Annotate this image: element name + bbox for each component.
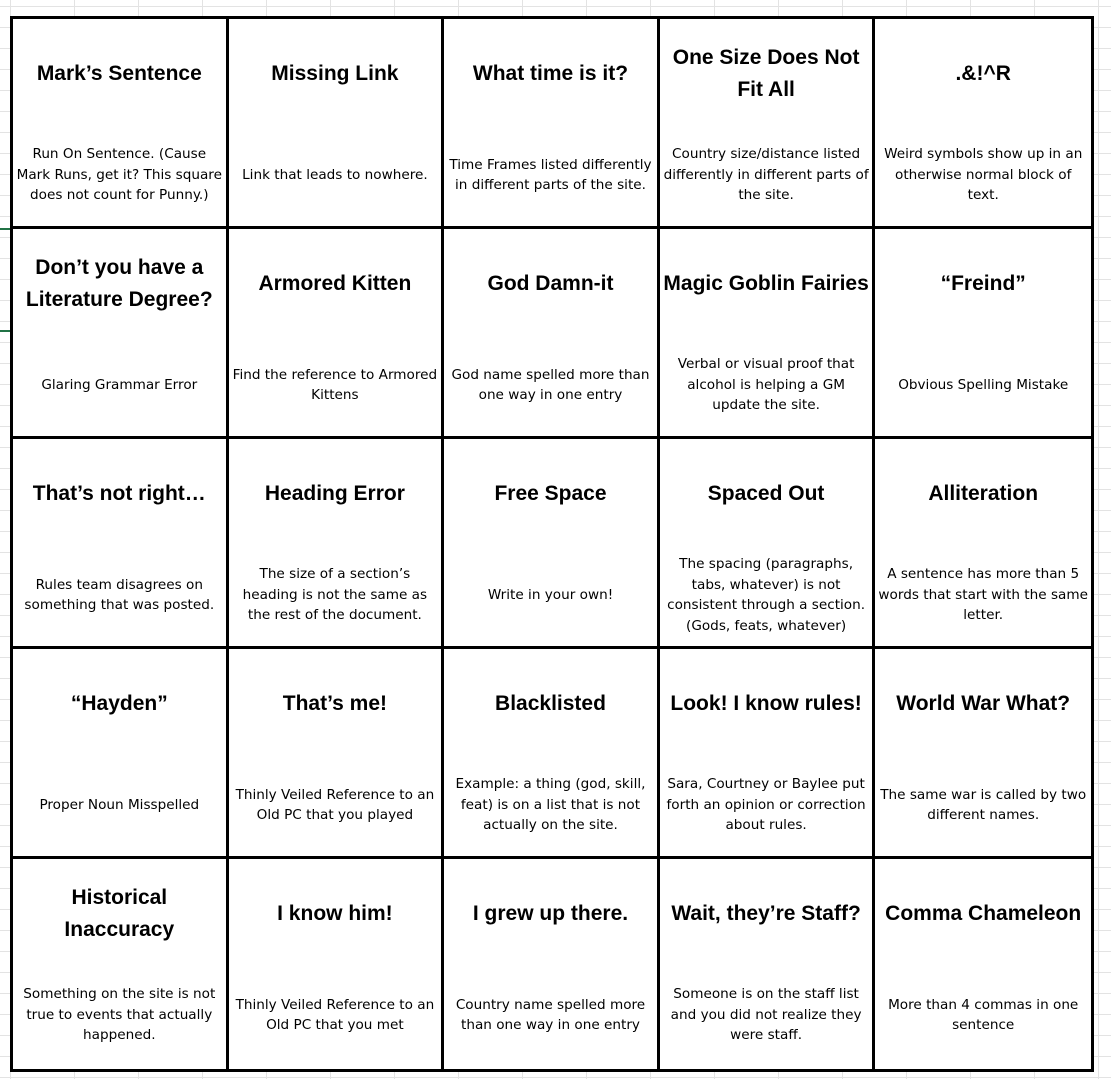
cell-title: Magic Goblin Fairies bbox=[663, 272, 869, 295]
cell-description: Thinly Veiled Reference to an Old PC that you met bbox=[235, 996, 435, 1033]
cell-description: More than 4 commas in one sentence bbox=[888, 996, 1079, 1033]
bingo-cell[interactable] bbox=[13, 19, 229, 229]
bingo-cell[interactable] bbox=[660, 649, 876, 859]
cell-title: “Freind” bbox=[940, 272, 1026, 295]
cell-title: One Size Does Not Fit All bbox=[672, 46, 860, 101]
cell-title: World War What? bbox=[896, 692, 1071, 715]
cell-description: A sentence has more than 5 words that start with the same letter. bbox=[878, 566, 1088, 624]
bingo-cell[interactable] bbox=[444, 859, 660, 1069]
cell-title: Wait, they’re Staff? bbox=[671, 902, 861, 925]
cell-description: God name spelled more than one way in one entry bbox=[451, 366, 650, 403]
cell-description: Country name spelled more than one way in one entry bbox=[455, 996, 646, 1033]
cell-title: Mark’s Sentence bbox=[36, 62, 202, 85]
bingo-cell[interactable] bbox=[444, 649, 660, 859]
cell-title: Free Space bbox=[494, 482, 607, 505]
bingo-cell[interactable] bbox=[660, 19, 876, 229]
bingo-cell[interactable] bbox=[875, 859, 1091, 1069]
cell-title: That’s me! bbox=[282, 692, 388, 715]
cell-title: Alliteration bbox=[928, 482, 1039, 505]
bingo-cell[interactable] bbox=[229, 439, 445, 649]
cell-description: Link that leads to nowhere. bbox=[242, 166, 428, 183]
cell-description: Sara, Courtney or Baylee put forth an opinion or correction about rules. bbox=[666, 776, 866, 834]
cell-description: Rules team disagrees on something that was posted. bbox=[24, 576, 215, 613]
bingo-cell[interactable] bbox=[444, 439, 660, 649]
cell-title: I know him! bbox=[277, 902, 393, 925]
cell-title: Comma Chameleon bbox=[885, 902, 1082, 925]
cell-description: The same war is called by two different names. bbox=[880, 786, 1087, 823]
cell-title: Historical Inaccuracy bbox=[64, 886, 175, 941]
cell-title: God Damn-it bbox=[487, 272, 614, 295]
cell-description: Country size/distance listed differently in different parts of the site. bbox=[663, 146, 869, 204]
cell-title: Missing Link bbox=[271, 62, 399, 85]
cell-description: Verbal or visual proof that alcohol is helping a GM update the site. bbox=[677, 356, 855, 414]
cell-description: Glaring Grammar Error bbox=[41, 376, 198, 393]
bingo-cell[interactable] bbox=[229, 229, 445, 439]
cell-description: Time Frames listed differently in different parts of the site. bbox=[449, 156, 652, 193]
bingo-cell[interactable] bbox=[13, 439, 229, 649]
cell-title: .&!^R bbox=[955, 62, 1011, 85]
cell-description: Write in your own! bbox=[487, 586, 614, 603]
cell-description: Example: a thing (god, skill, feat) is on a list that is not actually on the site. bbox=[455, 776, 646, 834]
bingo-cell[interactable] bbox=[660, 859, 876, 1069]
cell-title: Armored Kitten bbox=[258, 272, 412, 295]
cell-description: Weird symbols show up in an otherwise normal block of text. bbox=[884, 146, 1083, 204]
bingo-cell[interactable] bbox=[875, 649, 1091, 859]
bingo-cell[interactable] bbox=[660, 229, 876, 439]
cell-description: Thinly Veiled Reference to an Old PC that you played bbox=[235, 786, 435, 823]
bingo-cell[interactable] bbox=[13, 229, 229, 439]
cell-title: That’s not right… bbox=[32, 482, 206, 505]
cell-description: Something on the site is not true to events that actually happened. bbox=[23, 986, 216, 1044]
bingo-cell[interactable] bbox=[660, 439, 876, 649]
cell-title: Spaced Out bbox=[707, 482, 825, 505]
cell-title: What time is it? bbox=[472, 62, 629, 85]
cell-description: The size of a section’s heading is not the same as the rest of the document. bbox=[242, 566, 428, 624]
cell-description: Someone is on the staff list and you did not realize they were staff. bbox=[670, 986, 862, 1044]
cell-description: Run On Sentence. (Cause Mark Runs, get it? This square does not count for Punny.) bbox=[16, 146, 222, 204]
cell-title: Look! I know rules! bbox=[670, 692, 862, 715]
bingo-cell[interactable] bbox=[875, 229, 1091, 439]
cell-description: Proper Noun Misspelled bbox=[39, 796, 200, 813]
bingo-cell[interactable] bbox=[229, 649, 445, 859]
cell-title: Don’t you have a Literature Degree? bbox=[25, 256, 213, 311]
bingo-cell[interactable] bbox=[444, 229, 660, 439]
bingo-cell[interactable] bbox=[444, 19, 660, 229]
cell-title: I grew up there. bbox=[472, 902, 629, 925]
cell-description: The spacing (paragraphs, tabs, whatever) is not consistent through a section. (Gods, feats, whatever) bbox=[667, 556, 866, 634]
cell-title: Blacklisted bbox=[495, 692, 606, 715]
cell-description: Obvious Spelling Mistake bbox=[898, 376, 1069, 393]
bingo-cell[interactable] bbox=[875, 19, 1091, 229]
bingo-cell[interactable] bbox=[229, 859, 445, 1069]
cell-description: Find the reference to Armored Kittens bbox=[232, 366, 438, 403]
bingo-cell[interactable] bbox=[13, 859, 229, 1069]
bingo-cell[interactable] bbox=[229, 19, 445, 229]
bingo-board bbox=[10, 16, 1094, 1072]
bingo-cell[interactable] bbox=[875, 439, 1091, 649]
cell-title: Heading Error bbox=[264, 482, 405, 505]
bingo-cell[interactable] bbox=[13, 649, 229, 859]
cell-title: “Hayden” bbox=[70, 692, 168, 715]
